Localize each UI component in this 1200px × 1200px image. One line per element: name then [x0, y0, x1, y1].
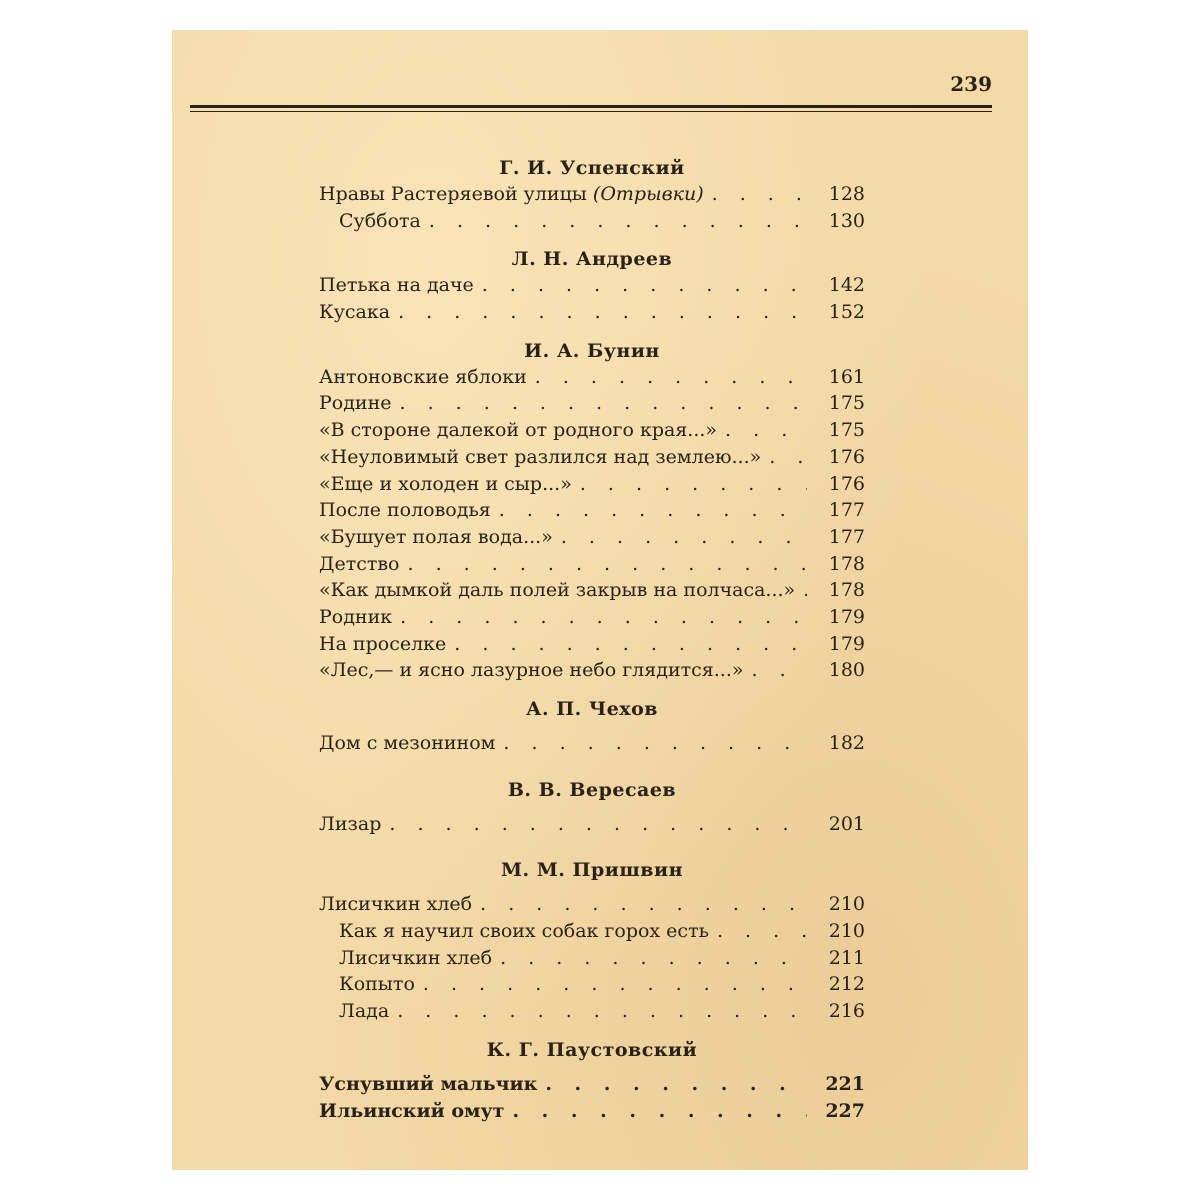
entry-page: 177 [828, 499, 865, 522]
toc-entry [319, 524, 865, 551]
toc-entry [319, 631, 865, 658]
toc-entry [319, 299, 865, 326]
leader-dots [429, 208, 807, 235]
toc-entry [319, 945, 865, 972]
toc-entry [319, 471, 865, 498]
toc-entry [319, 811, 865, 838]
toc-entry [319, 1098, 865, 1125]
entry-title: Детство [319, 552, 400, 575]
entry-page: 210 [828, 920, 865, 943]
leader-dots [389, 811, 807, 838]
entry-title: Кусака [319, 301, 391, 324]
entry-page: 212 [828, 973, 865, 996]
entry-page: 175 [828, 419, 865, 442]
toc-entry [319, 998, 865, 1025]
entry-title: «В стороне далекой от родного края...» [319, 419, 718, 442]
entry-page: 176 [828, 445, 865, 468]
leader-dots [500, 945, 807, 972]
book-page [172, 30, 1028, 1170]
entry-page: 182 [828, 732, 865, 754]
leader-dots [512, 1098, 807, 1125]
author-heading: А. П. Чехов [525, 698, 658, 720]
leader-dots [454, 631, 807, 658]
entry-title: Петька на даче [319, 274, 474, 297]
entry-page: 142 [828, 274, 865, 297]
toc-entry [319, 208, 865, 235]
leader-dots [717, 918, 807, 945]
header-rule-thin [190, 111, 992, 112]
entry-title: Родине [319, 392, 392, 415]
entry-title: Лисичкин хлеб [319, 893, 473, 916]
entry-page: 178 [828, 552, 865, 575]
leader-dots [499, 497, 807, 524]
leader-dots [725, 417, 807, 444]
entry-page: 211 [828, 946, 865, 969]
author-heading: В. В. Вересаев [507, 778, 677, 801]
leader-dots [400, 390, 808, 417]
leader-dots [769, 444, 807, 471]
toc-entry [319, 417, 865, 444]
entry-title: «Как дымкой даль полей закрыв на полчаса...» [319, 579, 796, 602]
toc-entry [319, 577, 865, 604]
leader-dots [480, 891, 807, 918]
entry-title: Антоновские яблоки [319, 365, 527, 388]
author-heading: М. М. Пришвин [501, 859, 683, 882]
leader-dots [535, 364, 807, 391]
toc-entry [319, 918, 865, 945]
entry-page: 179 [828, 632, 865, 655]
entry-title: Копыто [339, 973, 415, 996]
entry-page: 130 [828, 209, 865, 232]
toc-entry [319, 730, 865, 757]
leader-dots [580, 471, 807, 498]
toc-entry [319, 551, 865, 578]
entry-page: 201 [828, 812, 865, 835]
table-of-contents [319, 155, 865, 1124]
entry-page: 180 [828, 659, 865, 682]
entry-title: Лисичкин хлеб [339, 946, 493, 969]
entry-page: 216 [828, 1000, 865, 1023]
entry-page: 178 [828, 579, 865, 602]
entry-page: 179 [828, 605, 865, 628]
toc-entry [319, 604, 865, 631]
entry-title: «Бушует полая вода...» [319, 525, 553, 548]
toc-entry [319, 657, 865, 684]
leader-dots [803, 577, 807, 604]
author-heading: К. Г. Паустовский [486, 1038, 698, 1061]
entry-title: Лада [339, 1000, 390, 1023]
leader-dots [400, 604, 807, 631]
author-heading: Л. Н. Андреев [511, 248, 673, 271]
author-heading: Г. И. Успенский [499, 157, 685, 179]
entry-title: После половодья [319, 499, 491, 522]
leader-dots [423, 971, 807, 998]
entry-page: 177 [828, 525, 865, 548]
toc-entry [319, 971, 865, 998]
toc-entry [319, 181, 865, 208]
entry-title: Суббота [339, 209, 421, 232]
page-number: 239 [950, 72, 992, 96]
toc-entry [319, 891, 865, 918]
entry-title: Лизар [319, 812, 382, 835]
leader-dots [482, 272, 807, 299]
toc-entry [319, 1071, 865, 1098]
entry-page: 210 [828, 893, 865, 916]
entry-page: 152 [828, 301, 865, 324]
entry-page: 227 [825, 1099, 865, 1122]
entry-title: Уснувший мальчик [319, 1072, 538, 1095]
leader-dots [397, 998, 807, 1025]
entry-title: «Еще и холоден и сыр...» [319, 472, 572, 495]
leader-dots [561, 524, 807, 551]
entry-page: 221 [825, 1072, 865, 1095]
leader-dots [712, 181, 807, 208]
leader-dots [503, 730, 807, 757]
entry-title: Родник [319, 605, 393, 628]
leader-dots [752, 657, 808, 684]
leader-dots [398, 299, 807, 326]
author-heading: И. А. Бунин [524, 339, 660, 362]
toc-entry [319, 364, 865, 391]
entry-title: Как я научил своих собак горох есть [339, 920, 709, 943]
leader-dots [408, 551, 808, 578]
toc-entry [319, 497, 865, 524]
entry-note: (Отрывки) [592, 183, 704, 205]
entry-title: Дом с мезонином [319, 732, 496, 754]
entry-page: 175 [828, 392, 865, 415]
entry-title: Ильинский омут [319, 1099, 505, 1122]
leader-dots [545, 1071, 807, 1098]
toc-entry [319, 444, 865, 471]
entry-title: На проселке [319, 632, 447, 655]
entry-title: «Лес,— и ясно лазурное небо глядится...» [319, 659, 744, 682]
entry-title: Нравы Растеряевой улицы (Отрывки) [319, 183, 704, 205]
toc-entry [319, 272, 865, 299]
header-rule-thick [190, 105, 992, 108]
entry-page: 128 [828, 183, 865, 205]
entry-page: 176 [828, 472, 865, 495]
entry-title: «Неуловимый свет разлился над землею...» [319, 445, 762, 468]
toc-entry [319, 390, 865, 417]
entry-page: 161 [828, 365, 865, 388]
